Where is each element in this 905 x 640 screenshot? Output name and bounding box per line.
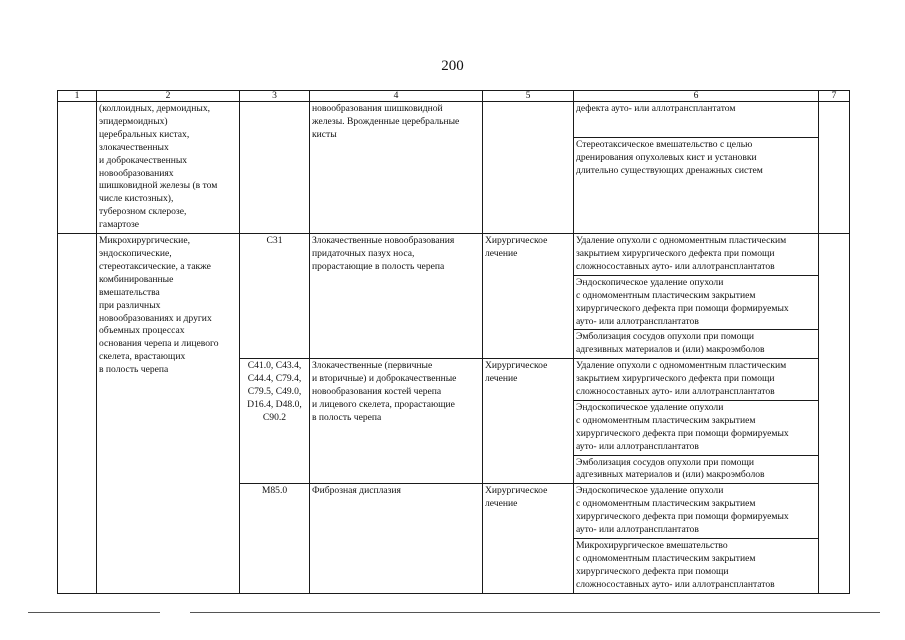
column-number: 2 [97, 91, 240, 102]
treatment-table [57, 90, 850, 594]
codes-cell: C31 [240, 234, 310, 359]
method-cell: Микрохирургическое вмешательство с одномоментным пластическим закрытием хирургического дефекта при помощи сложносоставных ауто- или аллотрансплантатов [574, 539, 819, 594]
notes-cell [819, 234, 850, 594]
number-cell [58, 102, 97, 234]
treatment-cell: Хирургическое лечение [483, 234, 574, 359]
codes-cell [240, 102, 310, 234]
column-number: 4 [310, 91, 483, 102]
method-cell: Эндоскопическое удаление опухоли с одномоментным пластическим закрытием хирургического дефекта при помощи формируемых ауто- или аллотрансплантатов [574, 484, 819, 539]
column-number: 6 [574, 91, 819, 102]
method-cell: Эндоскопическое удаление опухоли с одномоментным пластическим закрытием хирургического дефекта при помощи формируемых ауто- или аллотрансплантатов [574, 400, 819, 455]
codes-cell: M85.0 [240, 484, 310, 593]
method-cell: дефекта ауто- или аллотрансплантатом [574, 102, 819, 138]
column-number: 5 [483, 91, 574, 102]
method-cell: Эмболизация сосудов опухоли при помощи адгезивных материалов и (или) макроэмболов [574, 455, 819, 484]
disease-cell: новообразования шишковидной железы. Врожденные церебральные кисты [310, 102, 483, 234]
page-edge-rule [28, 612, 160, 613]
page-edge-rule [190, 612, 880, 613]
column-number: 1 [58, 91, 97, 102]
method-cell: Эмболизация сосудов опухоли при помощи адгезивных материалов и (или) макроэмболов [574, 330, 819, 359]
notes-cell [819, 102, 850, 234]
table-row [58, 102, 850, 138]
treatment-cell: Хирургическое лечение [483, 484, 574, 593]
column-number-row [58, 91, 850, 102]
page-number: 200 [441, 58, 464, 74]
number-cell [58, 234, 97, 594]
column-number: 7 [819, 91, 850, 102]
method-cell: Удаление опухоли с одномоментным пластическим закрытием хирургического дефекта при помощи сложносоставных ауто- или аллотрансплантатов [574, 359, 819, 401]
codes-cell: C41.0, C43.4, C44.4, C79.4, C79.5, C49.0, D16.4, D48.0, C90.2 [240, 359, 310, 484]
treatment-cell: Хирургическое лечение [483, 359, 574, 484]
disease-cell: Злокачественные новообразования придаточных пазух носа, прорастающие в полость черепа [310, 234, 483, 359]
indications-cell: (коллоидных, дермоидных, эпидермоидных) церебральных кистах, злокачественных и доброкачественных новообразованиях шишковидной железы (в том числе кистозных), туберозном склерозе, гамартозе [97, 102, 240, 234]
disease-cell: Злокачественные (первичные и вторичные) и доброкачественные новообразования костей черепа и лицевого скелета, прорастающие в полость черепа [310, 359, 483, 484]
indications-cell: Микрохирургические, эндоскопические, стереотаксические, а также комбинированные вмешательства при различных новообразованиях и других объемных процессах основания черепа и лицевого скелета, врастающих в полость черепа [97, 234, 240, 594]
table-row [58, 234, 850, 276]
method-cell: Эндоскопическое удаление опухоли с одномоментным пластическим закрытием хирургического дефекта при помощи формируемых ауто- или аллотрансплантатов [574, 275, 819, 330]
disease-cell: Фиброзная дисплазия [310, 484, 483, 593]
treatment-cell [483, 102, 574, 234]
column-number: 3 [240, 91, 310, 102]
method-cell: Удаление опухоли с одномоментным пластическим закрытием хирургического дефекта при помощи сложносоставных ауто- или аллотрансплантатов [574, 234, 819, 276]
method-cell: Стереотаксическое вмешательство с целью дренирования опухолевых кист и установки длительно существующих дренажных систем [574, 138, 819, 234]
